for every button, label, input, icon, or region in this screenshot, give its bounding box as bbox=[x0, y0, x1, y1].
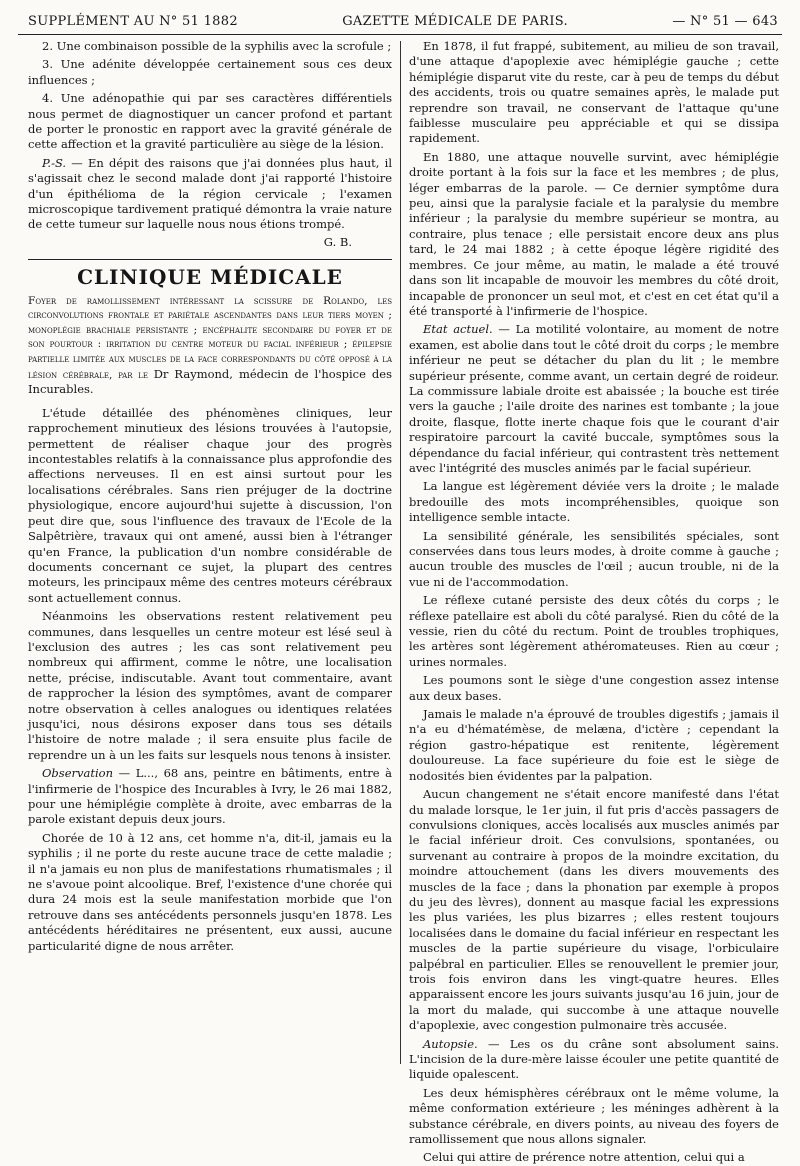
etat-actuel-text: — La motilité volontaire, au moment de notre examen, est abolie dans tout le côté droit du corps ; le membre inférieur ne peut se détacher du plan du lit ; le membre supérieur présente, comme avant, un certain degré de roideur. La commissure labiale droite est abaissée ; la bouche est tirée vers la gauche ; l'aile droite des narines est tombante ; la joue droite, flasque, flotte inerte chaque fois que le courant d'air respiratoire parcourt la cavité buccale, symptômes sous la dépendance du facial inférieur, qui contrastent très nettement avec l'intégrité des muscles animés par le facial supérieur. bbox=[409, 322, 779, 475]
etat-actuel-label: Etat actuel. bbox=[423, 322, 493, 337]
paragraph: La langue est légèrement déviée vers la droite ; le malade bredouille des mots incompréhensibles, quoique son intelligence semble intacte. bbox=[409, 479, 779, 525]
paragraph: La sensibilité générale, les sensibilités spéciales, sont conservées dans tous leurs modes, à droite comme à gauche ; aucun trouble des muscles de l'œil ; aucun trouble, ni de la vue ni de l'accommodation. bbox=[409, 528, 779, 589]
header-supplement: SUPPLÉMENT AU N° 51 1882 bbox=[28, 14, 238, 29]
left-column bbox=[18, 39, 400, 1064]
list-item-4: 4. Une adénopathie qui par ses caractères différentiels nous permet de diagnostiquer un cancer profond et partant de porter le pronostic en rapport avec la gravité générale de cette affection et la gravité particulière au siège de la lésion. bbox=[28, 91, 392, 152]
header-page-number: — N° 51 — 643 bbox=[672, 14, 778, 29]
paragraph: Chorée de 10 à 12 ans, cet homme n'a, dit-il, jamais eu la syphilis ; il ne porte du reste aucune trace de cette maladie ; il n'a jamais eu non plus de manifestations rhumatismales ; il ne s'avoue point alcoolique. Bref, l'existence d'une chorée qui dura 24 mois est la seule manifestation morbide que l'on retrouve dans ses antécédents personnels jusqu'en 1878. Les antécédents héréditaires ne présentent, eux aussi, aucune particularité digne de nous arrêter. bbox=[28, 830, 392, 953]
article-subheading-text: Foyer de ramollissement intéressant la scissure de Rolando, les circonvolutions frontale et pariétale ascendantes dans leur tiers moyen ; monoplégie brachiale persistante ; encéphalite secondaire du foyer et de son pourtour : irritation du centre moteur du facial inférieur ; épilepsie partielle limitée aux muscles de la face correspondants du côté opposé à la lésion cérébrale, par le bbox=[28, 294, 392, 381]
two-column-body bbox=[18, 39, 782, 1165]
paragraph: Les poumons sont le siège d'une congestion assez intense aux deux bases. bbox=[409, 673, 779, 703]
paragraph: L'étude détaillée des phénomènes cliniques, leur rapprochement minutieux des lésions trouvées à l'autopsie, permettent de réaliser chaque jour des progrès incontestables relatifs à la connaissance plus approfondie des affections nerveuses. Il en est ainsi surtout pour les localisations cérébrales. Sans rien préjuger de la doctrine physiologique, encore aujourd'hui sujette à discussion, l'on peut dire que, sous l'influence des travaux de l'Ecole de la Salpêtrière, travaux qui ont amené, aussi bien à l'étranger qu'en France, la publication d'un nombre considérable de documents concernant ce sujet, la plupart des centres moteurs, les principaux même des centres moteurs cérébraux sont actuellement connus. bbox=[28, 405, 392, 605]
paragraph: Jamais le malade n'a éprouvé de troubles digestifs ; jamais il n'a eu d'hématémèse, de melæna, d'ictère ; cependant la région gastro-hépatique est renitente, légèrement douloureuse. La face supérieure du foie est le siège de nodosités bien évidentes par la palpation. bbox=[409, 707, 779, 783]
autopsie-paragraph bbox=[409, 1037, 779, 1083]
postscript bbox=[28, 156, 392, 233]
running-header bbox=[18, 14, 782, 35]
postscript-text: — En dépit des raisons que j'ai données plus haut, il s'agissait chez le second malade dont j'ai rapporté l'histoire d'un épithélioma de la région cervicale ; l'examen microscopique tardivement pratiqué démontra la vraie nature de cette tumeur sur laquelle nous nous étions trompé. bbox=[28, 155, 392, 232]
header-journal-title: GAZETTE MÉDICALE DE PARIS. bbox=[342, 14, 568, 29]
etat-actuel-paragraph bbox=[409, 322, 779, 476]
paragraph: En 1880, une attaque nouvelle survint, avec hémiplégie droite portant à la fois sur la face et les membres ; de plus, léger embarras de la parole. — Ce dernier symptôme dura peu, ainsi que la paralysie faciale et la paralysie du membre inférieur ; la paralysie du membre supérieur se montra, au contraire, plus tenace ; elle persistait encore deux ans plus tard, le 24 mai 1882 ; à cette époque légère rigidité des membres. Ce jour même, au matin, le malade a été trouvé dans son lit incapable de mouvoir les membres du côté droit, incapable de prononcer un seul mot, et c'est en cet état qu'il a été transporté à l'infirmerie de l'hospice. bbox=[409, 149, 779, 318]
article-subheading bbox=[28, 294, 392, 398]
autopsie-label: Autopsie. bbox=[423, 1036, 478, 1051]
paragraph: Néanmoins les observations restent relativement peu communes, dans lesquelles un centre moteur est lésé seul à l'exclusion des autres ; les cas sont relativement peu nombreux qui affirment, comme le nôtre, une localisation nette, précise, indiscutable. Avant tout commentaire, avant de rapprocher la lésion des symptômes, avant de comparer notre observation à celles analogues ou identiques relatées jusqu'ici, nous désirons exposer dans tous ses détails l'histoire de notre malade ; il sera ensuite plus facile de reprendre un à un les faits sur lesquels nous tenons à insister. bbox=[28, 609, 392, 762]
section-divider bbox=[28, 259, 392, 260]
list-item-3: 3. Une adénite développée certainement sous ces deux influences ; bbox=[28, 57, 392, 87]
autopsie-text: — Les os du crâne sont absolument sains. L'incision de la dure-mère laisse écouler une petite quantité de liquide opalescent. bbox=[409, 1036, 779, 1082]
postscript-label: P.-S. bbox=[42, 155, 67, 170]
list-item-2: 2. Une combinaison possible de la syphilis avec la scrofule ; bbox=[42, 39, 392, 53]
observation-paragraph bbox=[28, 766, 392, 828]
observation-text: — L..., 68 ans, peintre en bâtiments, entre à l'infirmerie de l'hospice des Incurables à Ivry, le 26 mai 1882, pour une hémiplégie complète à droite, avec embarras de la parole existant depuis deux jours. bbox=[28, 766, 392, 827]
paragraph: Les deux hémisphères cérébraux ont le même volume, la même conformation extérieure ; les méninges adhèrent à la substance cérébrale, en divers points, au niveau des foyers de ramollissement que nous allons signaler. bbox=[409, 1085, 779, 1147]
right-column bbox=[401, 39, 783, 1165]
paragraph: En 1878, il fut frappé, subitement, au milieu de son travail, d'une attaque d'apoplexie avec hémiplégie gauche ; cette hémiplégie disparut vite du reste, car à peu de temps du début des accidents, trois ou quatre semaines après, le malade put reprendre son travail, ne conservant de l'attaque qu'une faiblesse musculaire peu appréciable et qui se dissipa rapidement. bbox=[409, 39, 779, 146]
observation-label: Observation bbox=[42, 766, 113, 781]
section-title: CLINIQUE MÉDICALE bbox=[77, 265, 343, 290]
paragraph: Aucun changement ne s'était encore manifesté dans l'état du malade lorsque, le 1er juin, il fut pris d'accès passagers de convulsions cloniques, accès localisés aux muscles animés par le facial inférieur droit. Ces convulsions, spontanées, ou survenant au contraire à propos de la moindre excitation, du moindre attouchement (dans les divers mouvements des muscles de la face ; dans la phonation par exemple à propos du jeu des lèvres), donnent au masque facial les expressions les plus variées, les plus bizarres ; elles restent toujours localisées dans le domaine du facial inférieur en respectant les muscles de la partie supérieure du visage, l'orbiculaire palpébral en particulier. Elles se renouvellent le premier jour, trois fois environ dans les vingt-quatre heures. Elles apparaissent encore les jours suivants jusqu'au 16 juin, jour de la mort du malade, qui succombe à une attaque nouvelle d'apoplexie, avec congestion pulmonaire très accusée. bbox=[409, 787, 779, 1033]
paragraph: Celui qui attire de prérence notre attention, celui qui a bbox=[423, 1150, 745, 1165]
author-initials: G. B. bbox=[323, 234, 352, 249]
article-author: Dr Raymond, médecin de l'hospice des Incurables. bbox=[28, 366, 392, 397]
paragraph: Le réflexe cutané persiste des deux côtés du corps ; le réflexe patellaire est aboli du côté paralysé. Rien du côté de la vessie, rien du côté du rectum. Point de troubles trophiques, les artères sont légèrement athéromateuses. Rien au cœur ; urines normales. bbox=[409, 593, 779, 669]
